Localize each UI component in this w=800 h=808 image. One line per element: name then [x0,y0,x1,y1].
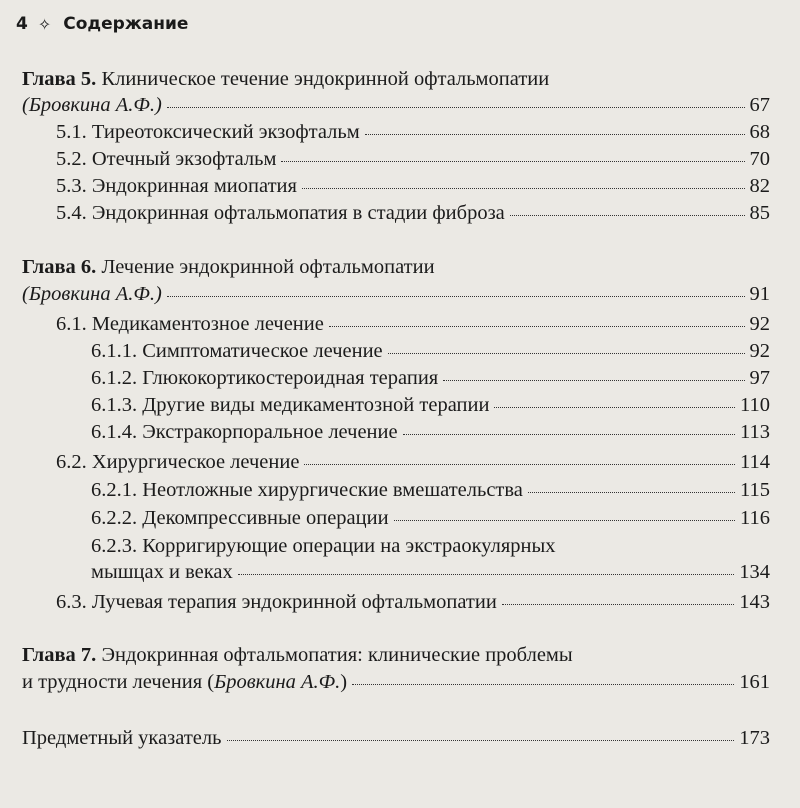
chapter-title: Лечение эндокринной офтальмопатии [96,256,435,278]
toc-chapter-6-author [22,283,770,306]
dot-leader [502,604,734,605]
page-ref: 134 [739,561,770,583]
header-title: Содержание [63,14,189,34]
toc-entry-6-2-1 [91,479,770,502]
entry-title: 6.1.3. Другие виды медикаментозной терапии [91,394,490,416]
dot-leader [227,740,735,741]
dot-leader [494,407,735,408]
toc-entry-6-1-4 [91,421,770,444]
toc-chapter-5-title [22,68,770,91]
page-ref: 91 [749,283,770,305]
dot-leader [394,520,735,521]
page-ref: 113 [740,421,770,443]
entry-title: 6.3. Лучевая терапия эндокринной офтальмопатии [56,591,497,613]
entry-title: 6.2.2. Декомпрессивные операции [91,507,389,529]
toc-entry-5-3 [56,175,770,198]
toc-chapter-7-title [22,644,770,667]
toc-entry-6-1 [56,313,770,336]
entry-title: 6.1.4. Экстракорпоральное лечение [91,421,398,443]
page-ref: 161 [739,671,770,693]
toc-entry-5-4 [56,202,770,225]
page-ref: 110 [740,394,770,416]
dot-leader [528,492,735,493]
dot-leader [167,107,745,108]
entry-title [22,671,347,694]
page-ref: 70 [749,148,770,170]
entry-title: 6.1. Медикаментозное лечение [56,313,324,335]
dot-leader [510,215,745,216]
toc-chapter-6-title [22,256,770,279]
page-ref: 173 [739,727,770,749]
author: (Бровкина А.Ф.) [22,283,162,305]
page-ref: 92 [749,340,770,362]
toc-entry-6-2-3-line2 [91,561,770,584]
dot-leader [365,134,745,135]
toc-entry-5-2 [56,148,770,171]
chapter-title: Клиническое течение эндокринной офтальмопатии [96,68,550,90]
page-ref: 143 [739,591,770,613]
chapter-title: Эндокринная офтальмопатия: клинические проблемы [96,644,573,666]
diamond-icon: ✧ [37,14,52,34]
running-header [16,14,188,34]
toc-entry-6-1-1 [91,340,770,363]
dot-leader [329,326,745,327]
page-ref: 97 [749,367,770,389]
page-ref: 67 [749,94,770,116]
entry-title: 5.1. Тиреотоксический экзофтальм [56,121,360,143]
page-ref: 114 [740,451,770,473]
entry-title: 5.3. Эндокринная миопатия [56,175,297,197]
toc-entry-6-1-2 [91,367,770,390]
subtitle-text: и трудности лечения ( [22,671,215,693]
page-ref: 85 [749,202,770,224]
chapter-label: Глава 7. [22,644,97,666]
entry-title: 6.1.1. Симптоматическое лечение [91,340,383,362]
dot-leader [443,380,744,381]
page-ref: 115 [740,479,770,501]
chapter-label: Глава 6. [22,256,97,278]
entry-title: 6.2.3. Корригирующие операции на экстраокулярных [91,535,556,557]
entry-title: 5.4. Эндокринная офтальмопатия в стадии фиброза [56,202,505,224]
chapter-label: Глава 5. [22,68,97,90]
dot-leader [304,464,735,465]
entry-title: 6.1.2. Глюкокортикостероидная терапия [91,367,439,389]
entry-title: 6.2.1. Неотложные хирургические вмешательства [91,479,523,501]
dot-leader [167,296,745,297]
author: Бровкина А.Ф. [214,671,341,693]
dot-leader [238,574,735,575]
toc-entry-6-2 [56,451,770,474]
page-ref: 82 [749,175,770,197]
entry-title: мышцах и веках [91,561,233,583]
toc-entry-5-1 [56,121,770,144]
toc-subject-index [22,727,770,750]
toc-entry-6-2-2 [91,507,770,530]
page-ref: 68 [749,121,770,143]
dot-leader [403,434,735,435]
dot-leader [352,684,734,685]
dot-leader [302,188,745,189]
page-number: 4 [16,14,28,34]
entry-title: 6.2. Хирургическое лечение [56,451,300,473]
author: (Бровкина А.Ф.) [22,94,162,116]
closing-paren: ) [340,671,348,693]
entry-title: 5.2. Отечный экзофтальм [56,148,277,170]
entry-title: Предметный указатель [22,727,222,749]
toc-entry-6-1-3 [91,394,770,417]
dot-leader [281,161,744,162]
toc-chapter-7-subtitle [22,671,770,694]
page-ref: 92 [749,313,770,335]
toc-entry-6-2-3-line1 [91,535,770,558]
page-ref: 116 [740,507,770,529]
toc-entry-6-3 [56,591,770,614]
toc-chapter-5-author [22,94,770,117]
dot-leader [388,353,745,354]
